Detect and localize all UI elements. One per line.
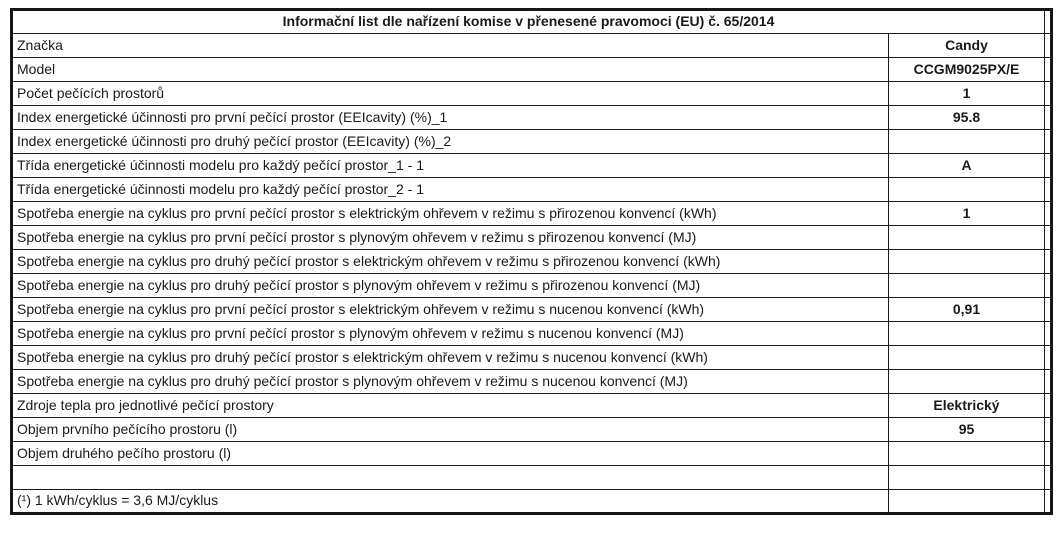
row-value <box>889 178 1045 202</box>
row-label: Objem druhého pečího prostoru (l) <box>12 442 889 466</box>
row-value: CCGM9025PX/E <box>889 58 1045 82</box>
document-table <box>10 8 1053 515</box>
spacer-cell <box>1045 178 1052 202</box>
row-value <box>889 370 1045 394</box>
row-value <box>889 466 1045 490</box>
page-title: Informační list dle nařízení komise v přenesené pravomoci (EU) č. 65/2014 <box>12 10 1045 34</box>
row-label: Index energetické účinnosti pro první pečící prostor (EEIcavity) (%)_1 <box>12 106 889 130</box>
row-value: 0,91 <box>889 298 1045 322</box>
table-row <box>12 466 1052 490</box>
row-value: A <box>889 154 1045 178</box>
table-row <box>12 178 1052 202</box>
spacer-cell <box>1045 490 1052 514</box>
table-row <box>12 370 1052 394</box>
table-row <box>12 58 1052 82</box>
spacer-cell <box>1045 346 1052 370</box>
spacer-cell <box>1045 322 1052 346</box>
row-label: Index energetické účinnosti pro druhý pečící prostor (EEIcavity) (%)_2 <box>12 130 889 154</box>
row-label: Spotřeba energie na cyklus pro druhý pečící prostor s elektrickým ohřevem v režimu s nucenou konvencí (kWh) <box>12 346 889 370</box>
row-value <box>889 274 1045 298</box>
row-value <box>889 250 1045 274</box>
row-label <box>12 466 889 490</box>
table-row <box>12 82 1052 106</box>
table-row <box>12 418 1052 442</box>
row-value: 1 <box>889 202 1045 226</box>
row-value <box>889 322 1045 346</box>
row-label: Značka <box>12 34 889 58</box>
spacer-cell <box>1045 226 1052 250</box>
row-label: Spotřeba energie na cyklus pro první pečící prostor s elektrickým ohřevem v režimu s nucenou konvencí (kWh) <box>12 298 889 322</box>
spacer-cell <box>1045 370 1052 394</box>
row-value <box>889 346 1045 370</box>
table-row <box>12 34 1052 58</box>
table-row <box>12 154 1052 178</box>
title-row <box>12 10 1052 34</box>
row-label: Model <box>12 58 889 82</box>
information-sheet <box>10 8 1050 515</box>
table-row <box>12 394 1052 418</box>
spacer-cell <box>1045 202 1052 226</box>
row-label: Třída energetické účinnosti modelu pro každý pečící prostor_2 - 1 <box>12 178 889 202</box>
row-label: Spotřeba energie na cyklus pro první pečící prostor s plynovým ohřevem v režimu s nucenou konvencí (MJ) <box>12 322 889 346</box>
table-row <box>12 226 1052 250</box>
spacer-cell <box>1045 130 1052 154</box>
spacer-cell <box>1045 442 1052 466</box>
table-row <box>12 250 1052 274</box>
row-label: Spotřeba energie na cyklus pro první pečící prostor s elektrickým ohřevem v režimu s přirozenou konvencí (kWh) <box>12 202 889 226</box>
spacer-cell <box>1045 250 1052 274</box>
row-label: Spotřeba energie na cyklus pro druhý pečící prostor s plynovým ohřevem v režimu s přirozenou konvencí (MJ) <box>12 274 889 298</box>
table-row <box>12 130 1052 154</box>
spacer-cell <box>1045 34 1052 58</box>
spacer-cell <box>1045 274 1052 298</box>
spacer-cell <box>1045 58 1052 82</box>
row-value <box>889 442 1045 466</box>
row-label: Zdroje tepla pro jednotlivé pečící prostory <box>12 394 889 418</box>
row-value <box>889 226 1045 250</box>
footnote-value <box>889 490 1045 514</box>
table-row <box>12 298 1052 322</box>
table-row <box>12 346 1052 370</box>
row-label: Počet pečících prostorů <box>12 82 889 106</box>
row-value: 1 <box>889 82 1045 106</box>
row-value: 95 <box>889 418 1045 442</box>
row-label: Třída energetické účinnosti modelu pro každý pečící prostor_1 - 1 <box>12 154 889 178</box>
table-row <box>12 202 1052 226</box>
spacer-cell <box>1045 154 1052 178</box>
row-value: Elektrický <box>889 394 1045 418</box>
row-value <box>889 130 1045 154</box>
row-value: 95.8 <box>889 106 1045 130</box>
spacer-cell <box>1045 82 1052 106</box>
table-row <box>12 442 1052 466</box>
spacer-cell <box>1045 10 1052 34</box>
table-row footnote-row <box>12 490 1052 514</box>
row-label: Objem prvního pečícího prostoru (l) <box>12 418 889 442</box>
row-label: Spotřeba energie na cyklus pro druhý pečící prostor s elektrickým ohřevem v režimu s přirozenou konvencí (kWh) <box>12 250 889 274</box>
spacer-cell <box>1045 106 1052 130</box>
row-value: Candy <box>889 34 1045 58</box>
spacer-cell <box>1045 466 1052 490</box>
table-row <box>12 274 1052 298</box>
spacer-cell <box>1045 394 1052 418</box>
row-label: Spotřeba energie na cyklus pro první pečící prostor s plynovým ohřevem v režimu s přirozenou konvencí (MJ) <box>12 226 889 250</box>
row-label: Spotřeba energie na cyklus pro druhý pečící prostor s plynovým ohřevem v režimu s nucenou konvencí (MJ) <box>12 370 889 394</box>
table-row <box>12 322 1052 346</box>
table-row <box>12 106 1052 130</box>
spacer-cell <box>1045 298 1052 322</box>
footnote-label: (¹) 1 kWh/cyklus = 3,6 MJ/cyklus <box>12 490 889 514</box>
spacer-cell <box>1045 418 1052 442</box>
